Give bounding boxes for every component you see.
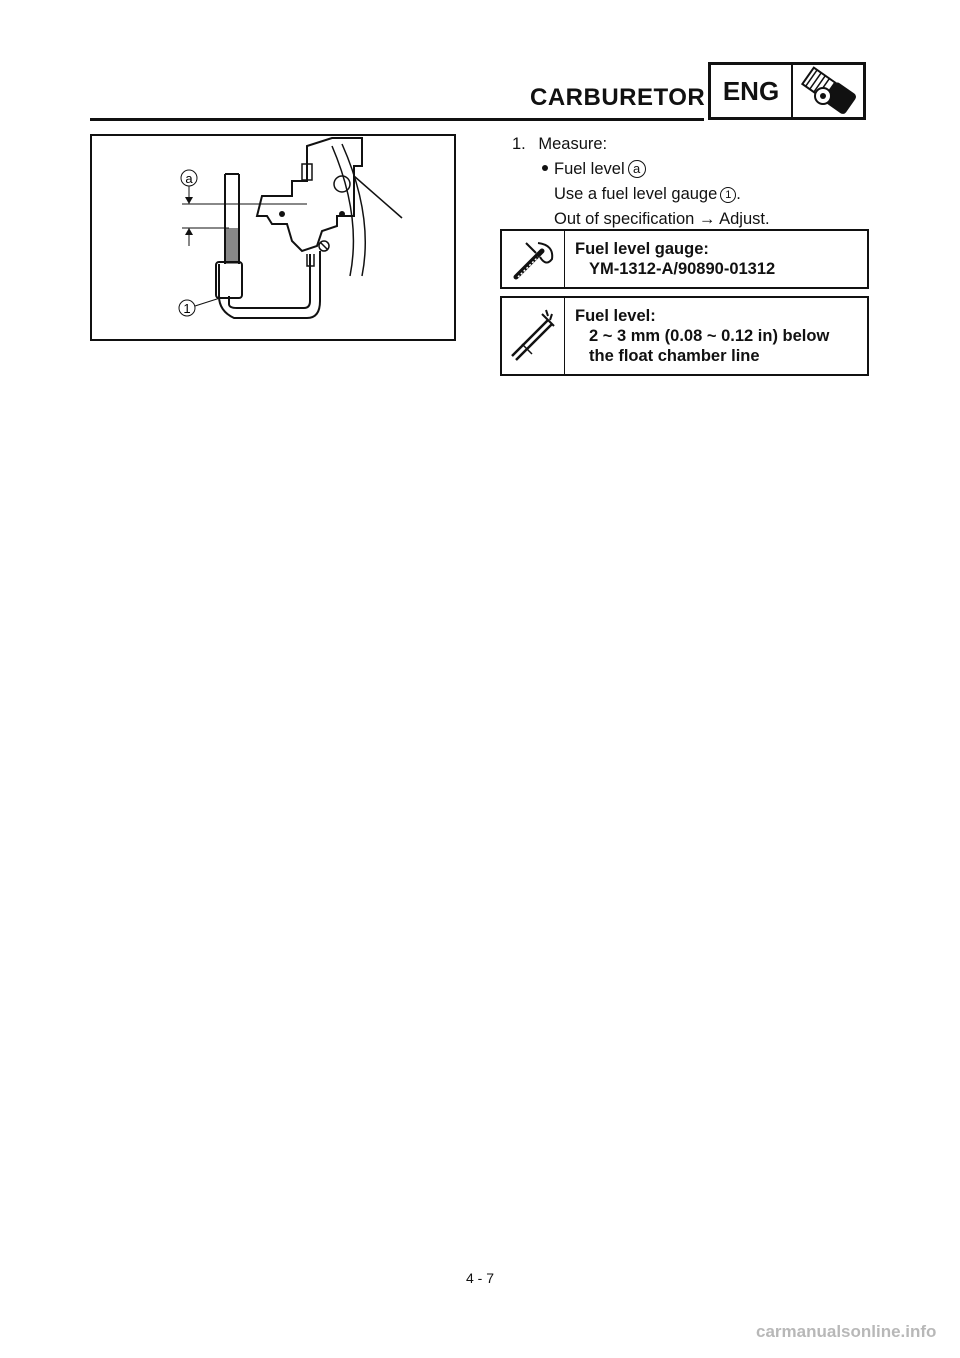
out-of-spec-text: Out of specification xyxy=(554,210,695,228)
spec-value-cont: the float chamber line xyxy=(589,347,760,365)
spec-name: Fuel level: xyxy=(575,307,656,325)
tool-name: Fuel level gauge: xyxy=(575,240,709,258)
page-number: 4 - 7 xyxy=(465,1270,494,1286)
page-title: CARBURETOR xyxy=(530,84,706,111)
spec-text xyxy=(565,298,829,374)
spec-value: 2 ~ 3 mm (0.08 ~ 0.12 in) below xyxy=(589,327,830,345)
section-badge-label: ENG xyxy=(711,65,793,117)
bullet-text: Fuel level xyxy=(554,160,625,178)
figure-label-a: a xyxy=(185,171,193,186)
specification-box xyxy=(500,296,869,376)
section-badge xyxy=(708,62,866,120)
figure-label-1: 1 xyxy=(183,301,191,316)
watermark-link[interactable]: carmanualsonline.info xyxy=(756,1322,937,1341)
header-rule xyxy=(90,118,704,121)
step-number: 1. xyxy=(512,135,526,153)
arrow-icon: → xyxy=(698,210,716,228)
bullet-icon xyxy=(542,165,548,171)
caliper-measure-icon xyxy=(502,298,565,374)
step-1 xyxy=(512,132,607,156)
tool-text xyxy=(565,231,775,287)
step-title: Measure: xyxy=(538,135,608,153)
special-tool-icon xyxy=(502,231,565,287)
tool-part-number: YM-1312-A/90890-01312 xyxy=(589,260,776,278)
out-of-spec-line xyxy=(554,207,770,231)
ref-1: 1 xyxy=(720,187,736,203)
ref-a: a xyxy=(628,160,646,178)
engine-piston-icon xyxy=(793,65,863,117)
use-gauge-line xyxy=(554,182,741,206)
action-text: Adjust. xyxy=(719,210,770,228)
special-tool-box xyxy=(500,229,869,289)
bullet-fuel-level xyxy=(542,157,646,181)
fuel-level-gauge-illustration xyxy=(90,134,456,341)
use-text: Use a fuel level gauge xyxy=(554,185,718,203)
use-end: . xyxy=(736,185,741,203)
